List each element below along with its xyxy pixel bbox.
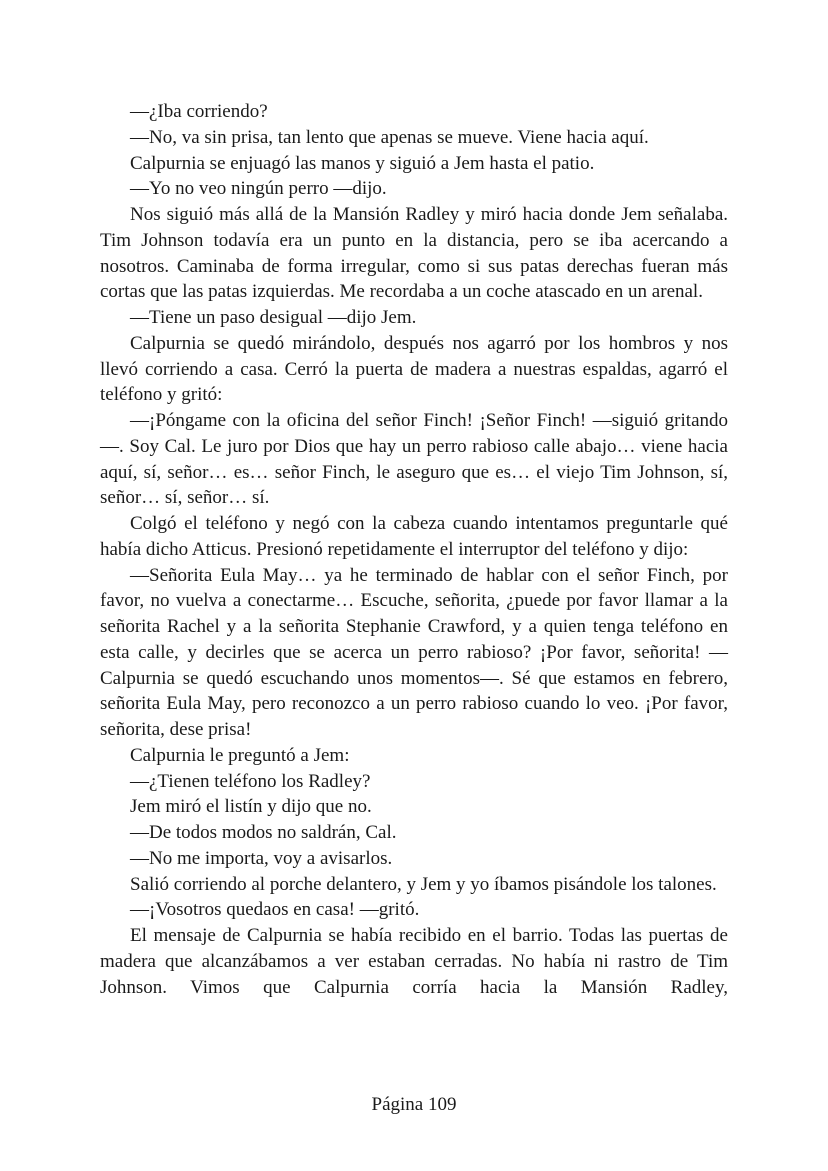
paragraph: —No, va sin prisa, tan lento que apenas se mueve. Viene hacia aquí. [130, 126, 649, 148]
paragraph: —¿Tienen teléfono los Radley? [130, 770, 371, 792]
paragraph: Jem miró el listín y dijo que no. [130, 796, 372, 818]
paragraph: El mensaje de Calpurnia se había recibido en el barrio. Todas las puertas de madera que alcanzábamos a ver estaban cerradas. No había ni rastro de Tim Johnson. Vimos que Calpurnia corría hacia la Mansión Radley, [100, 925, 728, 998]
paragraph: Calpurnia se enjuagó las manos y siguió a Jem hasta el patio. [130, 152, 595, 174]
paragraph: —Tiene un paso desigual —dijo Jem. [130, 307, 417, 328]
paragraph: —Señorita Eula May… ya he terminado de hablar con el señor Finch, por favor, no vuelva a conectarme… Escuche, señorita, ¿puede por favor llamar a la señorita Rachel y a la señorita Stephanie Crawford, y a quien tenga teléfono en esta calle, y decirles que se acerca un perro rabioso? ¡Por favor, señorita! —Calpurnia se quedó escuchando unos momentos—. Sé que estamos en febrero, señorita Eula May, pero reconozco a un perro rabioso cuando lo veo. ¡Por favor, señorita, dese prisa! [100, 564, 728, 740]
paragraph: —¡Póngame con la oficina del señor Finch! ¡Señor Finch! —siguió gritando—. Soy Cal. Le juro por Dios que hay un perro rabioso calle abajo… viene hacia aquí, sí, señor… es… señor Finch, le aseguro que es… el viejo Tim Johnson, sí, señor… sí, señor… sí. [100, 410, 728, 509]
page-number: Página 109 [371, 1094, 457, 1115]
paragraph: Colgó el teléfono y negó con la cabeza cuando intentamos preguntarle qué había dicho Atticus. Presionó repetidamente el interruptor del teléfono y dijo: [100, 513, 728, 560]
paragraph: Calpurnia se quedó mirándolo, después nos agarró por los hombros y nos llevó corriendo a casa. Cerró la puerta de madera a nuestras espaldas, agarró el teléfono y gritó: [100, 332, 728, 406]
paragraph: Calpurnia le preguntó a Jem: [130, 744, 350, 766]
paragraph: Salió corriendo al porche delantero, y Jem y yo íbamos pisándole los talones. [130, 873, 717, 895]
paragraph: —No me importa, voy a avisarlos. [130, 847, 393, 869]
paragraph: —Yo no veo ningún perro —dijo. [130, 178, 387, 200]
paragraph: —¡Vosotros quedaos en casa! —gritó. [130, 899, 420, 921]
paragraph: —¿Iba corriendo? [130, 101, 268, 122]
paragraph: —De todos modos no saldrán, Cal. [130, 822, 397, 843]
paragraph: Nos siguió más allá de la Mansión Radley y miró hacia donde Jem señalaba. Tim Johnson todavía era un punto en la distancia, pero se iba acercando a nosotros. Caminaba de forma irregular, como si sus patas derechas fueran más cortas que las patas izquierdas. Me recordaba a un coche atascado en un arenal. [100, 204, 728, 303]
page-body-text [100, 99, 728, 1000]
